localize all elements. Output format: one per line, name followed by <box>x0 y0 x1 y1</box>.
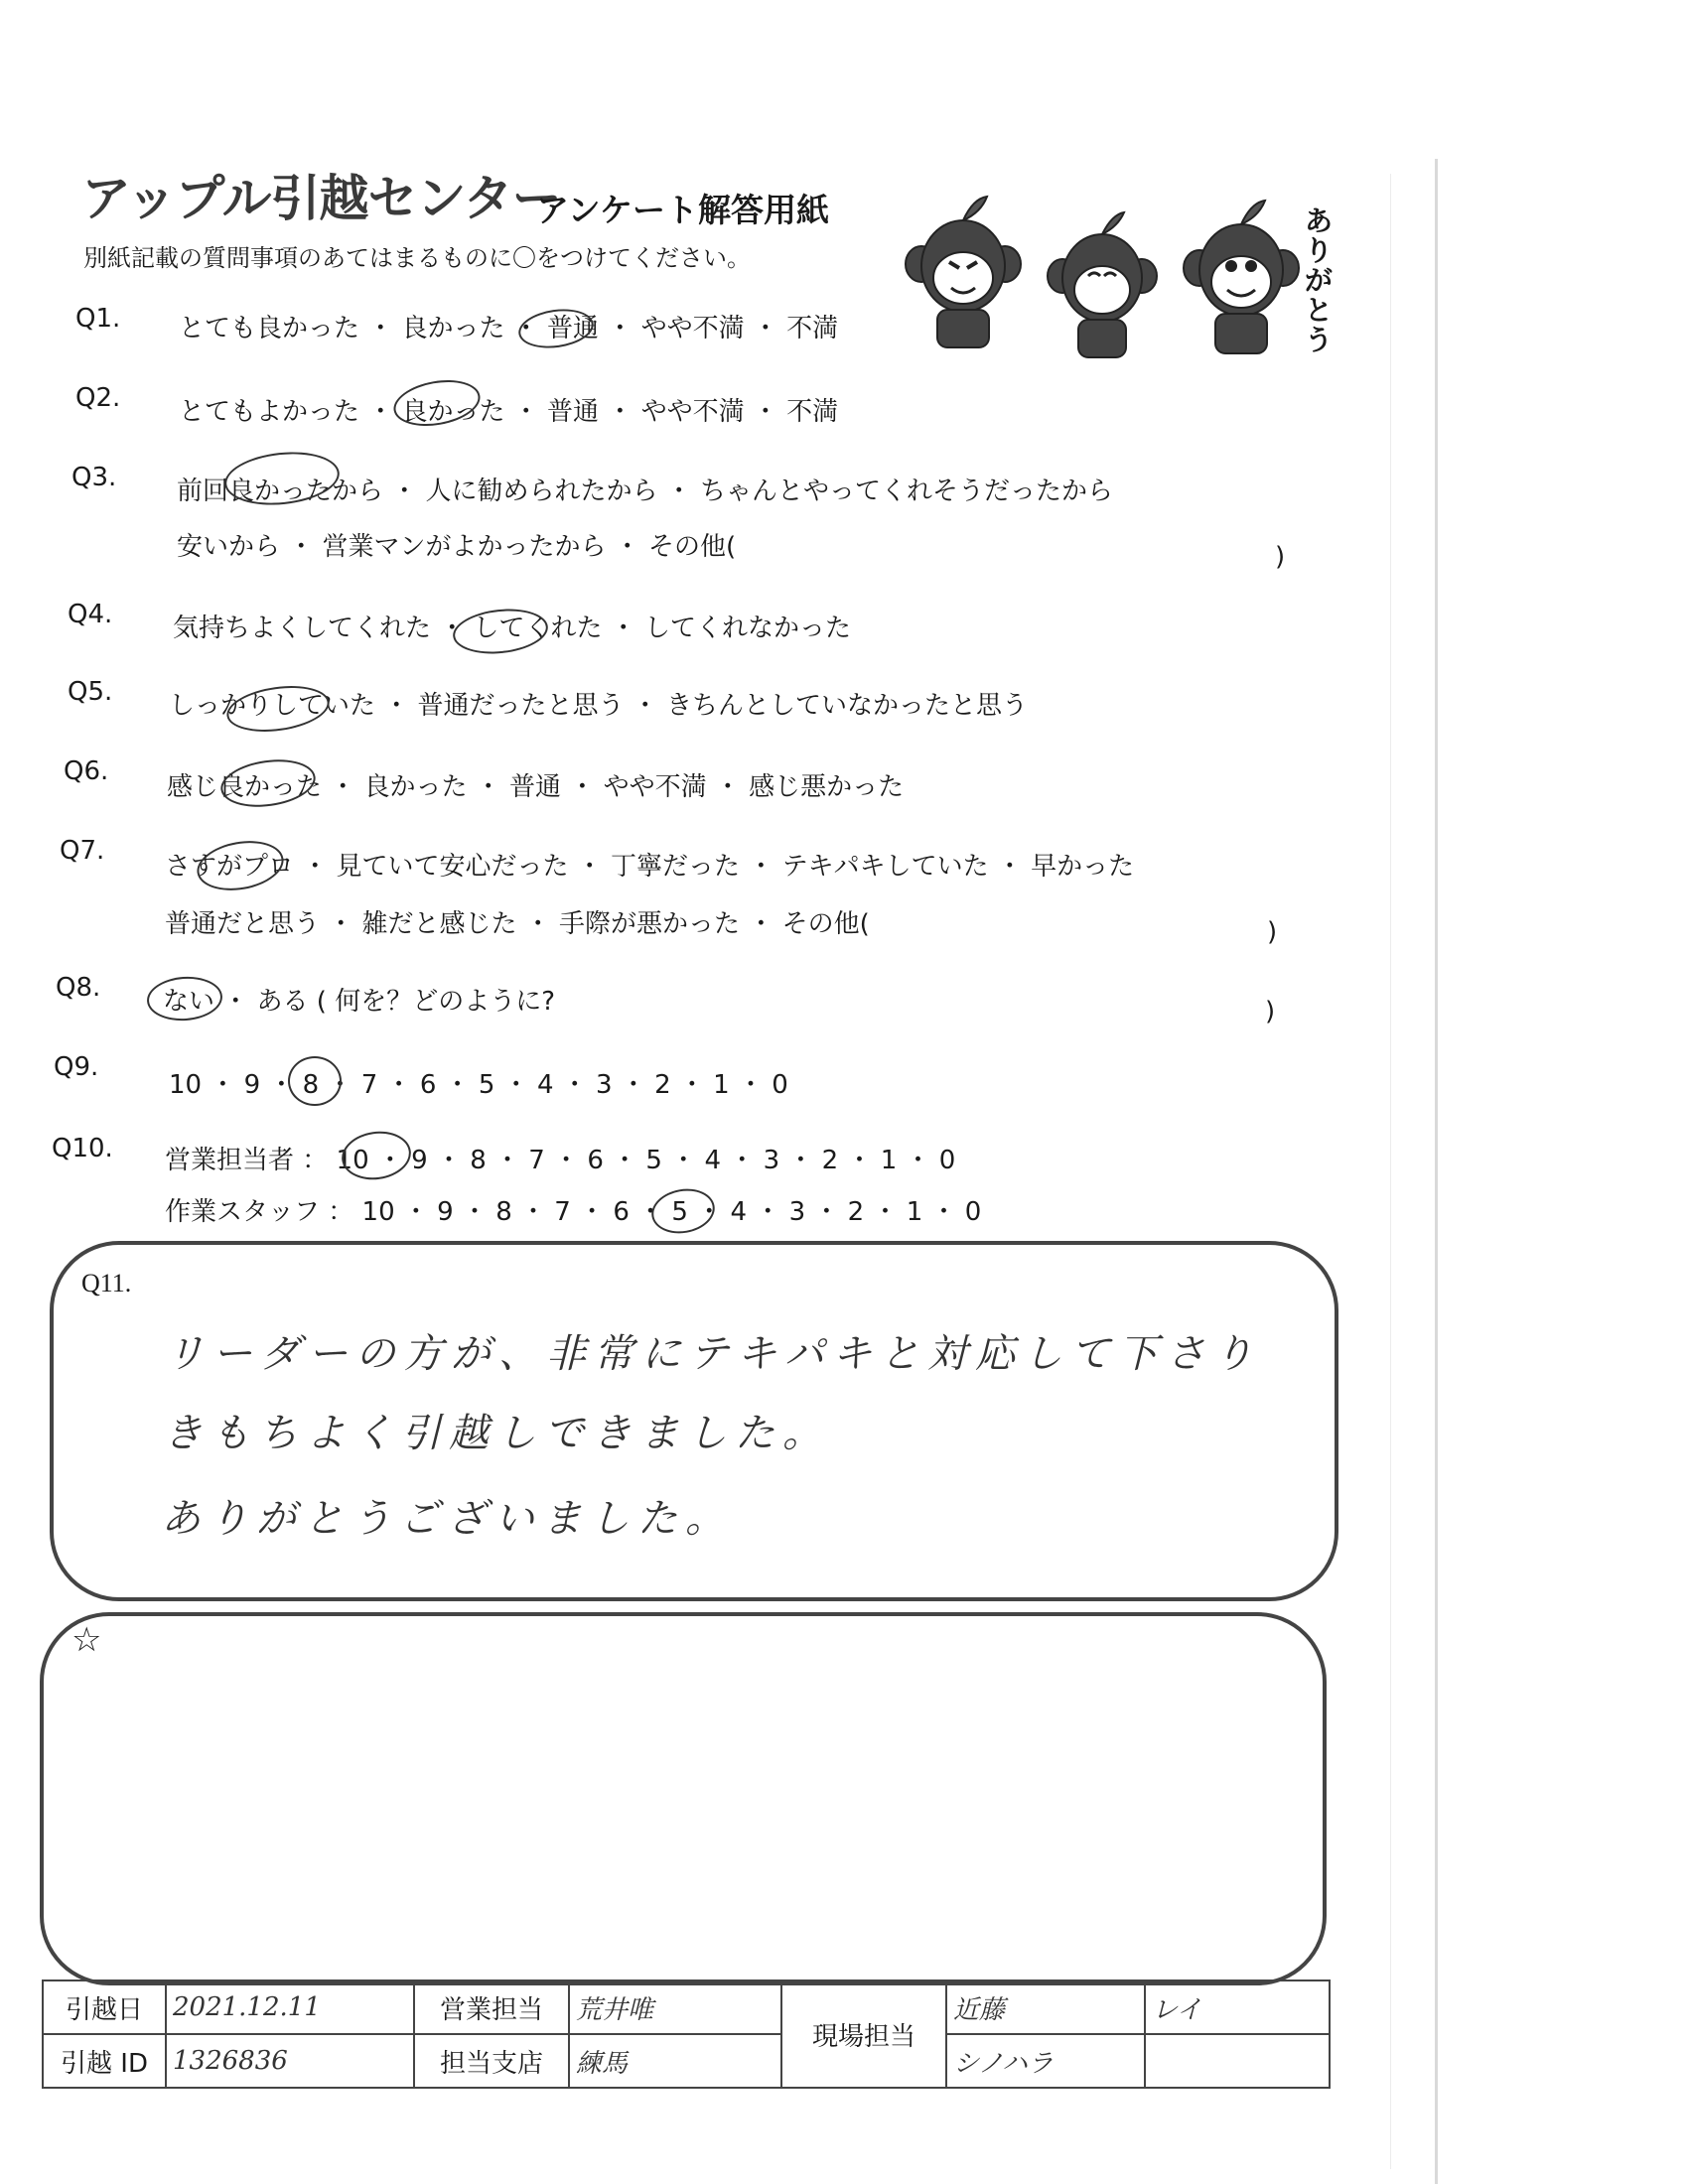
q2-options: とてもよかった ・ 良かった ・ 普通 ・ やや不満 ・ 不満 <box>179 397 839 427</box>
q3-options-line2: 安いから ・ 営業マンがよかったから ・ その他( <box>177 532 737 562</box>
instructions: 別紙記載の質問事項のあてはまるものに〇をつけてください。 <box>83 244 751 272</box>
site-code: レイ <box>1145 1980 1330 2034</box>
q8-label: Q8. <box>56 973 101 1003</box>
q9-label: Q9. <box>54 1052 99 1082</box>
q5-options: しっかりしていた ・ 普通だったと思う ・ きちんとしていなかったと思う <box>169 691 1029 721</box>
moving-date-value: 2021.12.11 <box>166 1980 414 2034</box>
form-subtitle: アンケート解答用紙 <box>536 191 830 229</box>
branch-name: 練馬 <box>569 2034 781 2088</box>
moving-id-value: 1326836 <box>166 2034 414 2088</box>
monkey-mascots-icon <box>874 187 1331 365</box>
q5-label: Q5. <box>68 677 113 707</box>
q7-close-paren: ) <box>1267 917 1278 947</box>
q11-comment-line1: リーダーの方が、非常にテキパキと対応して下さり <box>165 1331 1261 1377</box>
star-icon: ☆ <box>71 1620 102 1660</box>
q6-options: 感じ良かった ・ 良かった ・ 普通 ・ やや不満 ・ 感じ悪かった <box>167 772 905 802</box>
page-edge <box>1435 159 1438 2184</box>
company-title: アップル引越センター <box>81 170 561 227</box>
site-name-1: 近藤 <box>946 1980 1145 2034</box>
q8-options: ない ・ ある ( 何を？どのように? <box>163 987 556 1017</box>
q9-answer-circle <box>288 1056 342 1106</box>
q7-answer-circle <box>194 835 288 897</box>
page-edge-inner <box>1390 174 1391 2169</box>
site-name-2: シノハラ <box>946 2034 1145 2088</box>
q10-staff-scale: 作業スタッフ ： 10 ・ 9 ・ 8 ・ 7 ・ 6 ・ 5 ・ 4 ・ 3 ・ 2 ・ 1 ・ 0 <box>165 1197 982 1227</box>
q7-label: Q7. <box>60 836 105 866</box>
sales-label: 営業担当 <box>414 1980 569 2034</box>
q10-sales-scale: 営業担当者 ： 10 ・ 9 ・ 8 ・ 7 ・ 6 ・ 5 ・ 4 ・ 3 ・ 2 ・ 1 ・ 0 <box>165 1146 956 1175</box>
q11-comment-line2: きもちよく引越しできました。 <box>163 1411 830 1456</box>
q1-label: Q1. <box>75 304 121 334</box>
q1-options: とても良かった ・ 良かった ・ 普通 ・ やや不満 ・ 不満 <box>179 314 839 343</box>
q4-options: 気持ちよくしてくれた ・ してくれた ・ してくれなかった <box>173 614 852 643</box>
q7-options-line2: 普通だと思う ・ 雑だと感じた ・ 手際が悪かった ・ その他( <box>165 909 870 939</box>
branch-label: 担当支店 <box>414 2034 569 2088</box>
q10-label: Q10. <box>52 1134 113 1163</box>
q3-close-paren: ) <box>1275 542 1286 572</box>
mascot-caption: ありがとう <box>1304 205 1333 356</box>
q8-close-paren: ) <box>1265 997 1276 1026</box>
q3-label: Q3. <box>71 463 117 492</box>
q4-label: Q4. <box>68 600 113 629</box>
q2-label: Q2. <box>75 383 121 413</box>
sales-name: 荒井唯 <box>569 1980 781 2034</box>
notes-box <box>40 1612 1327 1985</box>
moving-date-label: 引越日 <box>43 1980 166 2034</box>
q6-label: Q6. <box>64 756 109 786</box>
q11-label: Q11. <box>81 1269 132 1297</box>
q9-scale: 10 ・ 9 ・ 8 ・ 7 ・ 6 ・ 5 ・ 4 ・ 3 ・ 2 ・ 1 ・ 0 <box>169 1070 788 1100</box>
site-label: 現場担当 <box>781 1980 946 2088</box>
q11-comment-line3: ありがとうございました。 <box>161 1496 733 1542</box>
site-empty-cell <box>1145 2034 1330 2088</box>
q7-options-line1: さすがプロ ・ 見ていて安心だった ・ 丁寧だった ・ テキパキしていた ・ 早かった <box>165 852 1135 882</box>
footer-table <box>42 1979 1331 2089</box>
moving-id-label: 引越 ID <box>43 2034 166 2088</box>
q3-options-line1: 前回良かったから ・ 人に勧められたから ・ ちゃんとやってくれそうだったから <box>177 477 1114 506</box>
